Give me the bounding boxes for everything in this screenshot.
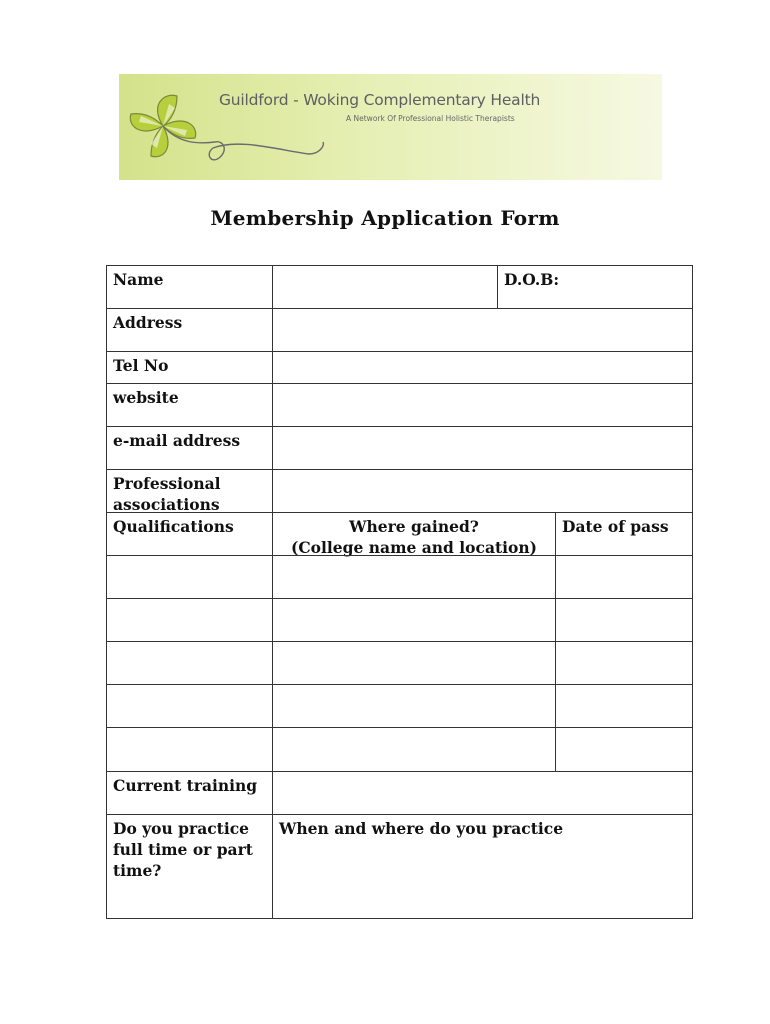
flower-logo-icon xyxy=(119,74,662,180)
name-label: Name xyxy=(106,265,273,309)
date-of-pass-cell[interactable] xyxy=(555,684,693,728)
current-training-label: Current training xyxy=(106,771,273,815)
where-gained-cell[interactable] xyxy=(272,684,556,728)
where-gained-header: Where gained? (College name and location) xyxy=(272,512,556,556)
date-of-pass-cell[interactable] xyxy=(555,555,693,599)
email-field[interactable] xyxy=(272,426,693,470)
website-label: website xyxy=(106,383,273,427)
where-gained-cell[interactable] xyxy=(272,727,556,772)
where-gained-cell[interactable] xyxy=(272,598,556,642)
date-of-pass-cell[interactable] xyxy=(555,641,693,685)
dob-label: D.O.B: xyxy=(504,270,560,289)
address-field[interactable] xyxy=(272,308,693,352)
where-gained-cell[interactable] xyxy=(272,555,556,599)
qualification-cell[interactable] xyxy=(106,727,273,772)
tel-field[interactable] xyxy=(272,351,693,384)
address-label: Address xyxy=(106,308,273,352)
current-training-field[interactable] xyxy=(272,771,693,815)
organization-tagline: A Network Of Professional Holistic Therapists xyxy=(346,114,515,123)
where-gained-cell[interactable] xyxy=(272,641,556,685)
qualification-cell[interactable] xyxy=(106,555,273,599)
website-field[interactable] xyxy=(272,383,693,427)
qualification-cell[interactable] xyxy=(106,684,273,728)
date-of-pass-header: Date of pass xyxy=(555,512,693,556)
practice-when-where-label: When and where do you practice xyxy=(279,819,564,838)
qualification-cell[interactable] xyxy=(106,598,273,642)
associations-label: Professional associations xyxy=(106,469,273,513)
practice-type-label: Do you practice full time or part time? xyxy=(106,814,273,919)
qualification-cell[interactable] xyxy=(106,641,273,685)
date-of-pass-cell[interactable] xyxy=(555,727,693,772)
date-of-pass-cell[interactable] xyxy=(555,598,693,642)
form-title: Membership Application Form xyxy=(210,206,560,230)
associations-field[interactable] xyxy=(272,469,693,513)
name-field[interactable] xyxy=(272,265,498,309)
header-banner xyxy=(119,74,662,180)
qualifications-header: Qualifications xyxy=(106,512,273,556)
organization-name: Guildford - Woking Complementary Health xyxy=(219,91,541,109)
email-label: e-mail address xyxy=(106,426,273,470)
tel-label: Tel No xyxy=(106,351,273,384)
dob-field[interactable] xyxy=(497,265,693,309)
practice-when-where-field[interactable] xyxy=(272,814,693,919)
